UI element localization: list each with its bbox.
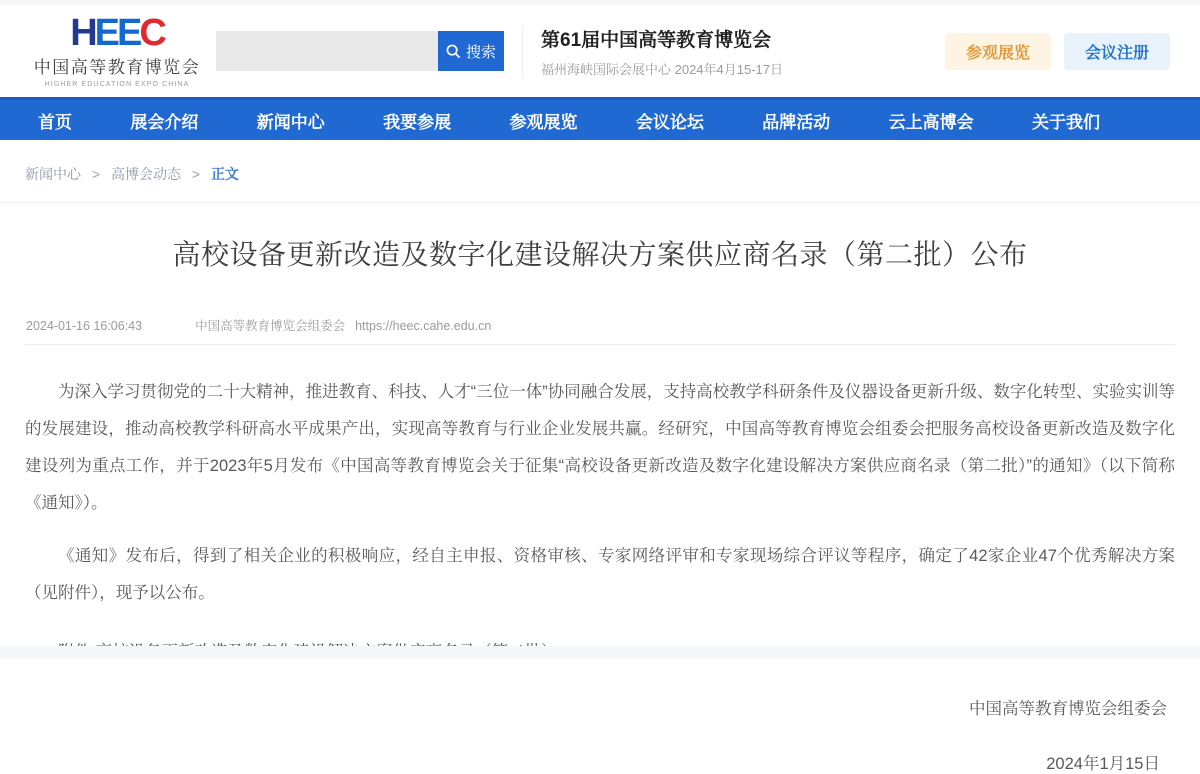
nav-item-cloud-expo[interactable]: 云上高博会: [888, 112, 974, 132]
site-logo[interactable]: [28, 11, 206, 88]
article-title: 高校设备更新改造及数字化建设解决方案供应商名录（第二批）公布: [172, 239, 1028, 270]
article-datetime: 2024-01-16 16:06:43: [26, 319, 143, 333]
logo-letter: E: [117, 11, 140, 54]
expo-title: 第61届中国高等教育博览会: [541, 29, 772, 51]
main-nav: [0, 97, 1200, 140]
search-bar: [216, 31, 504, 71]
nav-item-brand-activities[interactable]: 品牌活动: [762, 112, 831, 132]
search-input[interactable]: [216, 31, 438, 71]
article-paragraph: 《通知》发布后，得到了相关企业的积极响应，经自主申报、资格审核、专家网络评审和专家现场综合评议等程序，确定了42家企业47个优秀解决方案（见附件），现予以公布。: [25, 547, 1175, 602]
breadcrumb: [0, 140, 1200, 203]
nav-item-about-us[interactable]: 关于我们: [1032, 112, 1100, 132]
main-nav-inner: [38, 108, 1100, 133]
nav-item-visit[interactable]: 参观展览: [509, 112, 578, 132]
site-header: [0, 5, 1200, 97]
search-button-label: 搜索: [465, 43, 496, 61]
nav-item-expo-intro[interactable]: 展会介绍: [130, 112, 199, 132]
nav-item-conference-forum[interactable]: 会议论坛: [635, 112, 704, 132]
logo-heec-wordmark: [70, 11, 164, 54]
logo-letter: H: [70, 11, 95, 54]
bottom-strip: [0, 646, 1200, 659]
article-sign-date: 2024年1月15日: [1046, 755, 1160, 773]
article: [0, 233, 1200, 774]
logo-letter: C: [139, 11, 164, 54]
nav-item-news-center[interactable]: 新闻中心: [256, 112, 325, 132]
article-paragraph: 为深入学习贯彻党的二十大精神，推进教育、科技、人才“三位一体”协同融合发展，支持高校教学科研条件及仪器设备更新升级、数字化转型、实验实训等的发展建设，推动高校教学科研高水平成果产出，实现高等教育与行业企业发展共赢。经研究，中国高等教育博览会组委会把服务高校设备更新改造及数字化建设列为重点工作，并于2023年5月发布《中国高等教育博览会关于征集“高校设备更新改造及数字化建设解决方案供应商名录（第二批）”的通知》（以下简称《通知》）。: [25, 383, 1175, 512]
logo-letter: E: [94, 11, 117, 54]
logo-name-en: HIGHER EDUCATION EXPO CHINA: [44, 80, 190, 88]
article-signature: 中国高等教育博览会组委会: [969, 700, 1167, 718]
nav-item-home[interactable]: 首页: [38, 112, 72, 132]
search-icon: [446, 44, 461, 59]
article-source: 中国高等教育博览会组委会: [195, 319, 346, 333]
nav-item-exhibit[interactable]: 我要参展: [383, 112, 452, 132]
conference-register-button[interactable]: 会议注册: [1064, 33, 1170, 70]
logo-name-cn: 中国高等教育博览会: [33, 57, 201, 77]
breadcrumb-separator: >: [91, 166, 101, 182]
visit-expo-button[interactable]: 参观展览: [945, 33, 1051, 70]
breadcrumb-separator: >: [191, 166, 201, 182]
article-meta: [25, 316, 1175, 334]
expo-subtitle: 福州海峡国际会展中心 2024年4月15-17日: [541, 61, 784, 77]
breadcrumb-news-center[interactable]: 新闻中心: [25, 166, 81, 182]
breadcrumb-current-page: 正文: [210, 166, 239, 182]
breadcrumb-expo-news[interactable]: 高博会动态: [110, 166, 181, 182]
meta-divider: [25, 344, 1175, 345]
search-button[interactable]: [438, 31, 504, 71]
expo-info: [522, 25, 783, 78]
article-source-url[interactable]: https://heec.cahe.edu.cn: [355, 319, 492, 333]
